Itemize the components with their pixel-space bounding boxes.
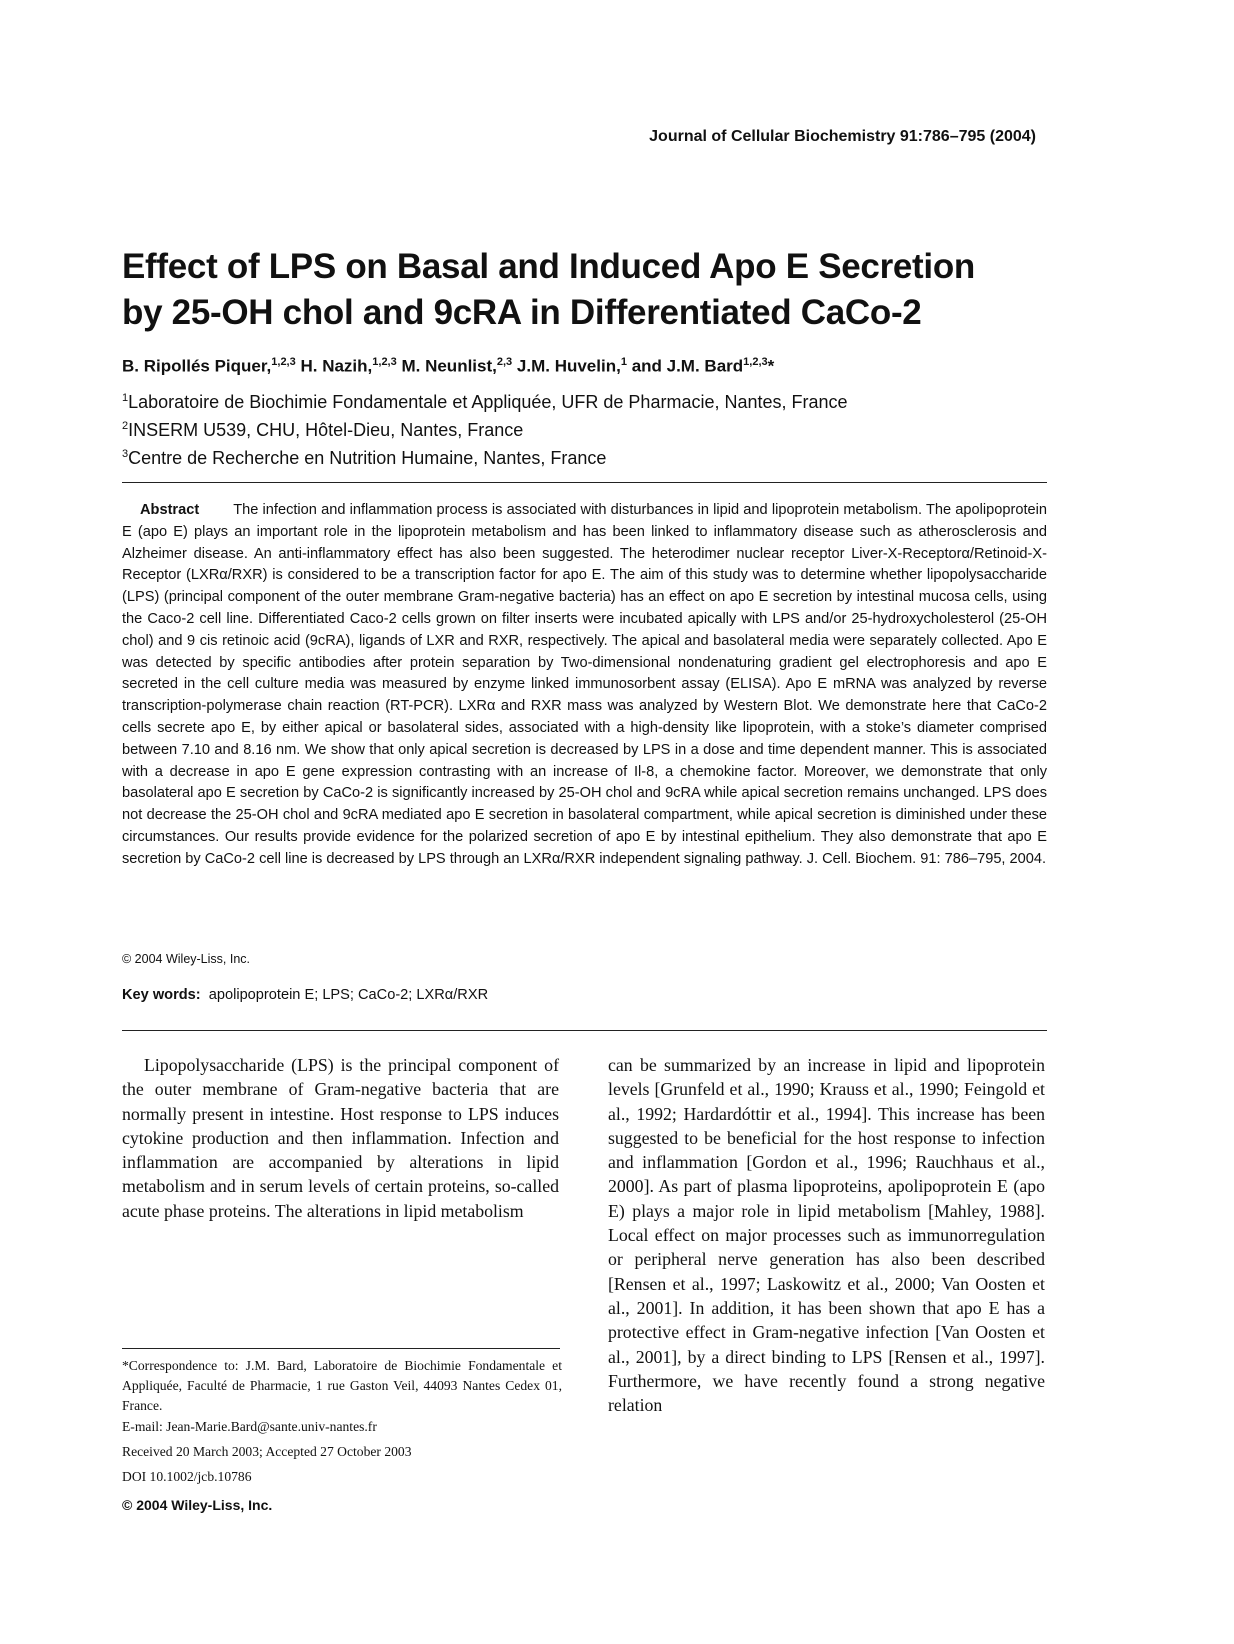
doi: DOI 10.1002/jcb.10786 (122, 1469, 252, 1484)
title-line-2: by 25-OH chol and 9cRA in Differentiated CaCo-2 (122, 293, 922, 332)
affiliation-number: 1 (122, 392, 129, 404)
keywords-text: apolipoprotein E; LPS; CaCo-2; LXRα/RXR (208, 987, 489, 1003)
author-name: J.M. Huvelin, (516, 356, 621, 376)
abstract-label: Abstract (140, 502, 200, 518)
footnote-divider (122, 1348, 560, 1349)
article-title (122, 244, 1082, 336)
body-column-right: can be summarized by an increase in lipid and lipoprotein levels [Grunfeld et al., 1990; Krauss et al., 1990; Feingold et al., 1992; Hardardóttir et al., 1994]. This increase has been suggested to be beneficial for the host response to infection and inflammation [Gordon et al., 1996; Rauchhaus et al., 2000]. As part of plasma lipoproteins, apolipoprotein E (apo E) plays a major role in lipid metabolism [Mahley, 1988]. Local effect on major processes such as immunorregulation or peripheral nerve generation has also been described [Rensen et al., 1997; Laskowitz et al., 2000; Van Oosten et al., 2001]. In addition, it has been shown that apo E has a protective effect in Gram-negative infection [Van Oosten et al., 2001], by a direct binding to LPS [Rensen et al., 1997]. Furthermore, we have recently found a strong negative relation (608, 1055, 1045, 1416)
affiliation-list (122, 386, 848, 470)
author-affiliation-marks: 1,2,3 (271, 356, 296, 368)
affiliation-text: Laboratoire de Biochimie Fondamentale et Appliquée, UFR de Pharmacie, Nantes, France (128, 392, 848, 412)
abstract-copyright: © 2004 Wiley-Liss, Inc. (122, 952, 251, 966)
author-list (122, 356, 774, 377)
footer-copyright: © 2004 Wiley-Liss, Inc. (122, 1497, 273, 1513)
correspondence-email: E-mail: Jean-Marie.Bard@sante.univ-nantes.fr (122, 1418, 377, 1434)
author-affiliation-marks: 1,2,3 (743, 356, 768, 368)
correspondence-footnote (122, 1356, 562, 1437)
body-column-left: Lipopolysaccharide (LPS) is the principal component of the outer membrane of Gram-negative bacteria that are normally present in intestine. Host response to LPS induces cytokine production and then inflammation. Infection and inflammation are accompanied by alterations in lipid metabolism and in serum levels of certain proteins, so-called acute phase proteins. The alterations in lipid metabolism (122, 1055, 559, 1221)
abstract-text: The infection and inflammation process is associated with disturbances in lipid and lipoprotein metabolism. The apolipoprotein E (apo E) plays an important role in the lipoprotein metabolism and has been linked to inflammatory disease such as atherosclerosis and Alzheimer disease. An anti-inflammatory effect has also been suggested. The heterodimer nuclear receptor Liver-X-Receptorα/Retinoid-X-Receptor (LXRα/RXR) is considered to be a transcription factor for apo E. The aim of this study was to determine whether lipopolysaccharide (LPS) (principal component of the outer membrane Gram-negative bacteria) has an effect on apo E secretion by intestinal mucosa cells, using the Caco-2 cell line. Differentiated Caco-2 cells grown on filter inserts were incubated apically with LPS and/or 25-hydroxycholesterol (25-OH chol) and 9 cis retinoic acid (9cRA), ligands of LXR and RXR, respectively. The apical and basolateral media were separately collected. Apo E was detected by specific antibodies after protein separation by Two-dimensional nondenaturing gradient gel electrophoresis and apo E secreted in the cell culture media was measured by enzyme linked immunosorbent assay (ELISA). Apo E mRNA was analyzed by reverse transcription-polymerase chain reaction (RT-PCR). LXRα and RXR mass was analyzed by Western Blot. We demonstrate here that CaCo-2 cells secrete apo E, by either apical or basolateral sides, associated with a high-density like lipoprotein, with a stoke’s diameter comprised between 7.10 and 8.16 nm. We show that only apical secretion is decreased by LPS in a dose and time dependent manner. This is associated with a decrease in apo E gene expression contrasting with an increase of Il-8, a chemokine factor. Moreover, we demonstrate that only basolateral apo E secretion by CaCo-2 is significantly increased by 25-OH chol and 9cRA while apical secretion remains unchanged. LPS does not decrease the 25-OH chol and 9cRA mediated apo E secretion in basolateral compartment, while apical secretion is diminished under these circumstances. Our results provide evidence for the polarized secretion of apo E by intestinal epithelium. They also demonstrate that apo E secretion by CaCo-2 cell line is decreased by LPS through an LXRα/RXR independent signaling pathway. J. Cell. Biochem. 91: 786–795, 2004. (122, 502, 1047, 867)
author-name: B. Ripollés Piquer, (122, 356, 272, 376)
affiliation-number: 3 (122, 448, 129, 460)
author-affiliation-marks: 1 (620, 356, 627, 368)
author-affiliation-marks: 1,2,3 (372, 356, 397, 368)
affiliation-number: 2 (122, 420, 129, 432)
author-name: M. Neunlist, (401, 356, 497, 376)
author-name: H. Nazih, (300, 356, 373, 376)
keywords-label: Key words: (122, 987, 201, 1003)
correspondence-address: *Correspondence to: J.M. Bard, Laboratoire de Biochimie Fondamentale et Appliquée, Faculté de Pharmacie, 1 rue Gaston Veil, 44093 Nantes Cedex 01, France. (122, 1358, 562, 1414)
corresponding-author-mark: * (767, 356, 775, 376)
keywords-line (122, 987, 488, 1003)
received-dates: Received 20 March 2003; Accepted 27 October 2003 (122, 1444, 412, 1459)
title-line-1: Effect of LPS on Basal and Induced Apo E Secretion (122, 247, 975, 286)
abstract-top-divider (122, 482, 1047, 483)
author-affiliation-marks: 2,3 (496, 356, 513, 368)
affiliation-text: Centre de Recherche en Nutrition Humaine, Nantes, France (128, 448, 607, 468)
affiliation-item (122, 386, 848, 414)
author-name: and J.M. Bard (631, 356, 744, 376)
affiliation-item (122, 414, 848, 442)
abstract-block (122, 500, 1047, 871)
affiliation-item (122, 442, 848, 470)
affiliation-text: INSERM U539, CHU, Hôtel-Dieu, Nantes, France (128, 420, 524, 440)
journal-header: Journal of Cellular Biochemistry 91:786–795 (2004) (649, 128, 1036, 145)
body-top-divider (122, 1030, 1047, 1031)
